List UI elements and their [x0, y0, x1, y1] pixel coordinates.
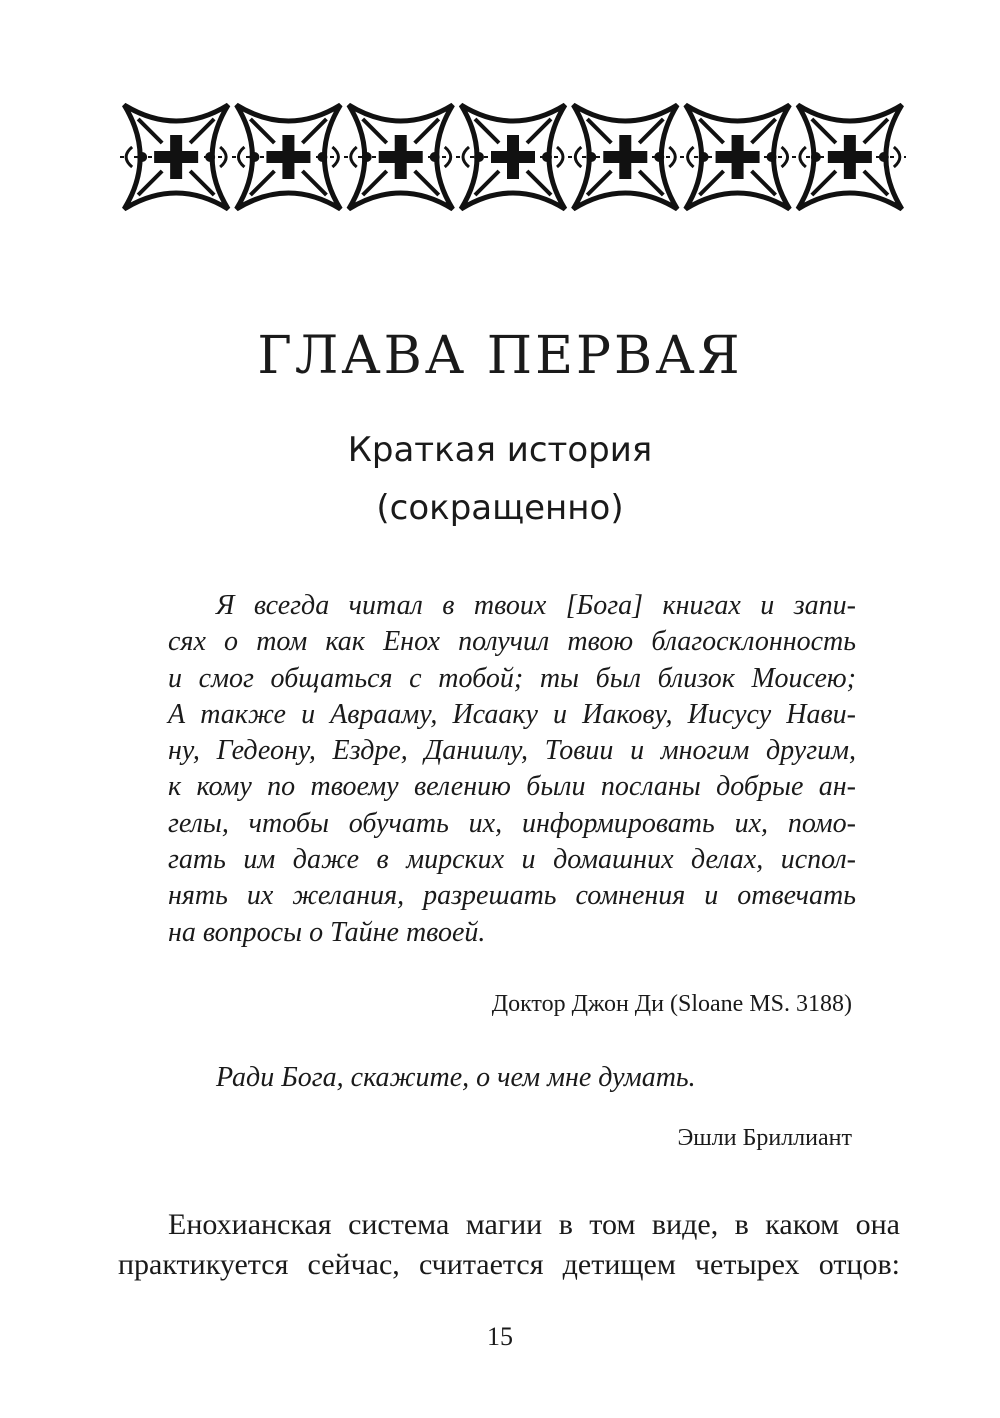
ornament-dot — [811, 152, 821, 162]
chapter-title: ГЛАВА ПЕРВАЯ — [257, 326, 743, 386]
ornament-dot — [474, 152, 484, 162]
body-line: Енохианская система магии в том виде, в каком она — [168, 1208, 900, 1241]
ornament-dot — [362, 152, 372, 162]
body-line: практикуется сейчас, считается детищем четырех отцов: — [118, 1248, 900, 1281]
ornament-dot — [699, 152, 709, 162]
epigraph-quote — [168, 588, 856, 951]
ornament-dot — [767, 152, 777, 162]
ornament-dot — [586, 152, 596, 162]
chapter-subtitle-line-1: Краткая история — [347, 430, 653, 470]
ornament-dot — [137, 152, 147, 162]
ornament-dot — [879, 152, 889, 162]
epigraph-line: сях о том как Енох получил твою благосклонность — [168, 626, 856, 658]
chapter-subtitle-line-2: (сокращенно) — [376, 488, 624, 528]
page-number: 15 — [487, 1322, 513, 1351]
epigraph-attribution: Доктор Джон Ди (Sloane MS. 3188) — [491, 991, 852, 1017]
epigraph-line: к кому по твоему велению были посланы добрые ан- — [168, 771, 856, 803]
epigraph-line: А также и Аврааму, Исааку и Иакову, Иисусу Нави- — [168, 698, 856, 730]
epigraph-line: гелы, чтобы обучать их, информировать их, помо- — [168, 807, 856, 839]
ornamental-border — [120, 95, 906, 235]
epigraph-line: Я всегда читал в твоих [Бога] книгах и запи- — [216, 590, 856, 621]
epigraph-line: на вопросы о Тайне твоей. — [168, 916, 486, 948]
epigraph-line: гать им даже в мирских и домашних делах, испол- — [168, 844, 856, 876]
body-paragraph — [118, 1205, 900, 1285]
epigraph-line: ну, Гедеону, Ездре, Даниилу, Товии и многим другим, — [168, 735, 856, 767]
second-epigraph-attribution: Эшли Бриллиант — [677, 1125, 852, 1151]
ornament-dot — [249, 152, 259, 162]
epigraph-line: и смог общаться с тобой; ты был близок Моисею; — [168, 662, 856, 694]
epigraph-line: нять их желания, разрешать сомнения и отвечать — [168, 880, 856, 912]
second-epigraph: Ради Бога, скажите, о чем мне думать. — [216, 1062, 696, 1093]
